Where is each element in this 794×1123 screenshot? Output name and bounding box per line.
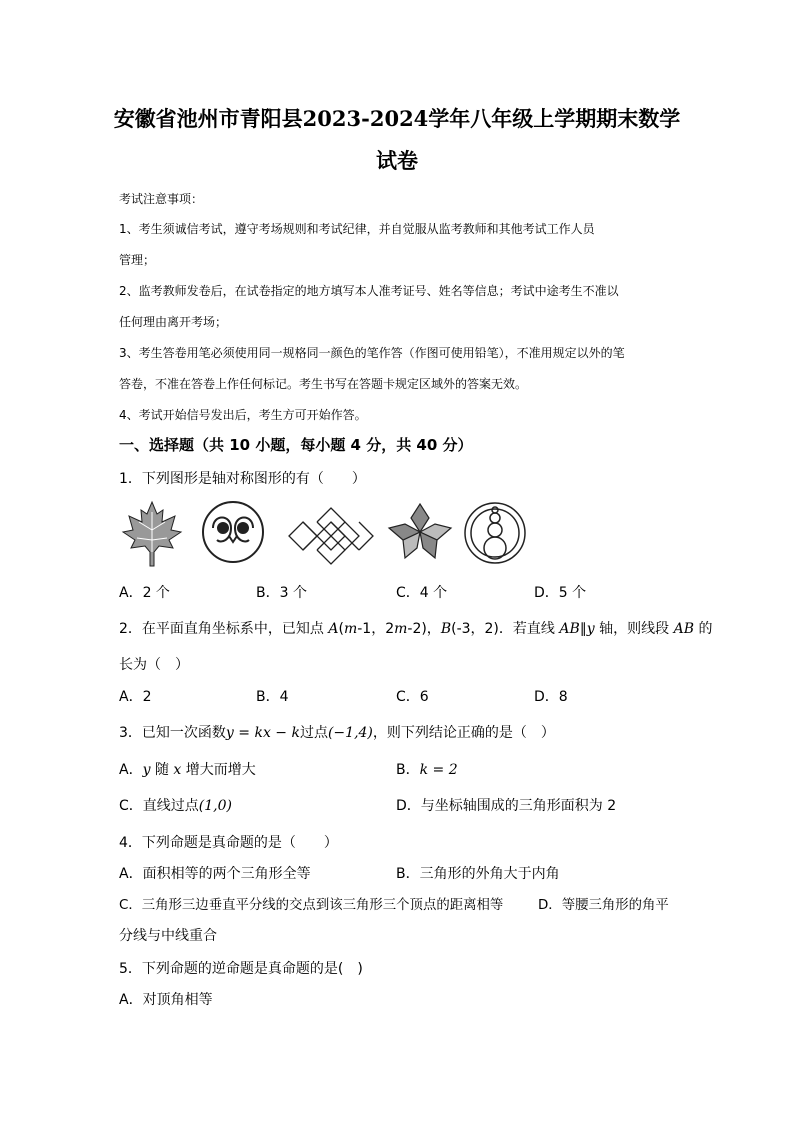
q3-option-a: A．y 随 x 增大而增大 (119, 762, 256, 778)
notice-heading: 考试注意事项： (119, 192, 204, 206)
q3-point: (−1,4) (327, 725, 373, 741)
q1-stem: 1．下列图形是轴对称图形的有（ ） (119, 471, 366, 487)
notice-item-3-cont: 答卷，不准在答卷上作任何标记。考生书写在答题卡规定区域外的答案无效。 (119, 377, 528, 391)
section-heading: 一、选择题（共 10 小题，每小题 4 分，共 40 分） (119, 436, 473, 454)
notice-item-1: 1、考生须诚信考试，遵守考场规则和考试纪律，并自觉服从监考教师和其他考试工作人员 (119, 222, 595, 236)
q4-option-a: A．面积相等的两个三角形全等 (119, 866, 311, 882)
q2-option-a: A．2 (119, 689, 152, 705)
exam-title-line1: 安徽省池州市青阳县2023-2024学年八年级上学期期末数学 (113, 106, 681, 131)
q1-option-d: D．5 个 (534, 585, 587, 601)
q1-option-c: C．4 个 (396, 585, 448, 601)
q2-option-b: B．4 (256, 689, 289, 705)
notice-item-4: 4、考试开始信号发出后，考生方可开始作答。 (119, 408, 367, 422)
q1-option-b: B．3 个 (256, 585, 307, 601)
owl-circle-figure (203, 502, 263, 562)
q4-option-d: D．等腰三角形的角平 (538, 898, 669, 913)
q3-option-d: D．与坐标轴围成的三角形面积为 2 (396, 798, 617, 814)
q4-option-d-cont: 分线与中线重合 (119, 928, 217, 944)
q1-option-a: A．2 个 (119, 585, 170, 601)
notice-item-2-cont: 任何理由离开考场； (119, 315, 228, 329)
q2-option-d: D．8 (534, 689, 568, 705)
notice-item-3: 3、考生答卷用笔必须使用同一规格同一颜色的笔作答（作图可使用铅笔），不准用规定以外的笔 (119, 346, 625, 360)
q3-option-b: B．k = 2 (396, 762, 458, 778)
notice-item-2: 2、监考教师发卷后，在试卷指定的地方填写本人准考证号、姓名等信息；考试中途考生不准以 (119, 284, 619, 298)
q5-option-a: A．对顶角相等 (119, 992, 213, 1008)
maple-leaf-figure (123, 502, 181, 566)
q3-option-c: C．直线过点(1,0) (119, 798, 232, 814)
q2-stem: 2．在平面直角坐标系中，已知点 A(m-1，2m-2)，B(-3，2)．若直线 AB∥y 轴，则线段 AB 的 (119, 621, 713, 637)
q3-function-formula: y = kx − k (225, 725, 300, 741)
q1-figures (117, 500, 527, 570)
q2-option-c: C．6 (396, 689, 429, 705)
nested-circles-figure (465, 503, 525, 563)
q4-option-b: B．三角形的外角大于内角 (396, 866, 560, 882)
q5-stem: 5．下列命题的逆命题是真命题的是( ) (119, 961, 363, 977)
q4-option-c: C．三角形三边垂直平分线的交点到该三角形三个顶点的距离相等 (119, 898, 504, 913)
q2-stem-cont: 长为（ ） (119, 657, 189, 673)
pentagon-flower-figure (389, 504, 451, 558)
q3-stem: 3．已知一次函数y = kx − k过点(−1,4)，则下列结论正确的是（ ） (119, 725, 555, 741)
knot-figure (289, 508, 373, 564)
notice-item-1-cont: 管理； (119, 253, 156, 267)
exam-title-line2: 试卷 (376, 148, 418, 173)
q4-stem: 4．下列命题是真命题的是（ ） (119, 835, 338, 851)
